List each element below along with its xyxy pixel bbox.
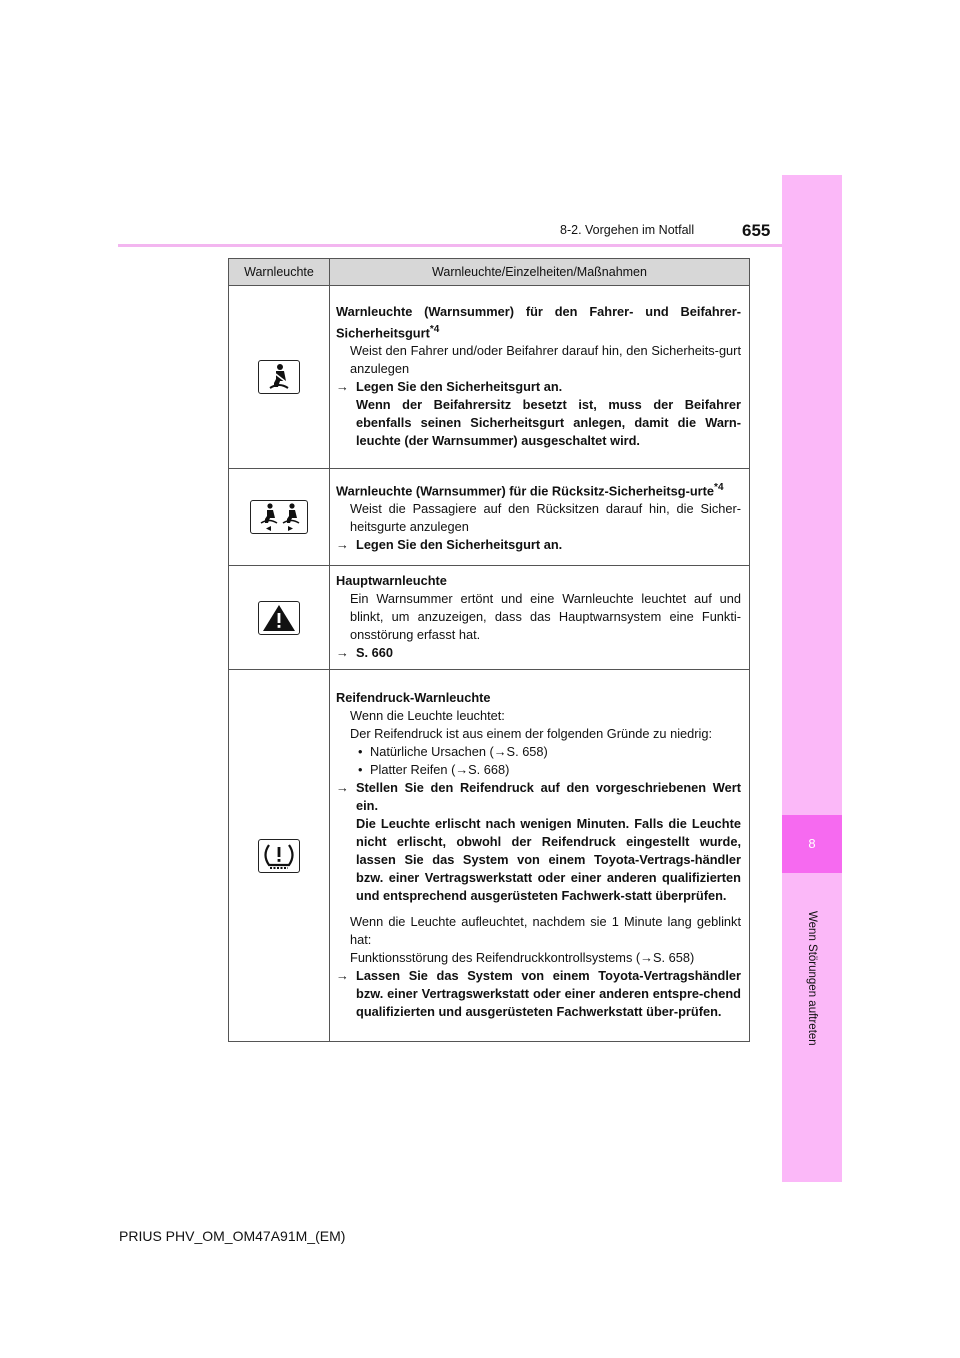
row-action-detail: Wenn der Beifahrersitz besetzt ist, muss der Beifahrer ebenfalls seinen Sicherheitsgurt anlegen, damit die Warn-leuchte (der Warnsummer) ausgeschaltet wird. <box>356 397 741 449</box>
footnote-mark: *4 <box>714 481 724 493</box>
details-cell <box>330 670 750 1042</box>
section-title: 8-2. Vorgehen im Notfall <box>560 223 695 237</box>
seatbelt-rear-icon <box>250 500 308 534</box>
row-action: Stellen Sie den Reifendruck auf den vorgeschriebenen Wert ein. <box>356 780 741 813</box>
table-row <box>229 566 750 670</box>
arrow-icon: → <box>336 968 349 983</box>
details-cell <box>330 566 750 670</box>
column-header-details: Warnleuchte/Einzelheiten/Maßnahmen <box>330 259 750 286</box>
row-title: Warnleuchte (Warnsummer) für den Fahrer- und Beifahrer-Sicherheitsgurt <box>336 303 741 341</box>
row-description: Weist die Passagiere auf den Rücksitzen darauf hin, die Sicher-heitsgurte anzulegen <box>350 501 741 535</box>
chapter-title: Wenn Störungen auftreten <box>806 911 818 1046</box>
row-title: Reifendruck-Warnleuchte <box>336 690 491 705</box>
icon-cell <box>229 670 330 1042</box>
warning-light-table <box>228 258 750 1042</box>
list-item: • Natürliche Ursachen (→S. 658) <box>350 743 741 761</box>
table-row <box>229 670 750 1042</box>
page-number: 655 <box>742 221 771 240</box>
seatbelt-front-icon <box>258 360 300 394</box>
details-cell <box>330 469 750 566</box>
row-title: Hauptwarnleuchte <box>336 573 447 588</box>
icon-cell <box>229 566 330 670</box>
row-description: Weist den Fahrer und/oder Beifahrer darauf hin, den Sicherheits-gurt anzulegen <box>350 343 741 377</box>
details-cell <box>330 286 750 469</box>
condition-lit-text: Der Reifendruck ist aus einem der folgenden Gründe zu niedrig: <box>350 726 713 741</box>
page-reference: S. 660 <box>356 645 393 660</box>
row-title: Warnleuchte (Warnsummer) für die Rücksitz-Sicherheitsg-urte <box>336 483 715 499</box>
condition-flash: Wenn die Leuchte aufleuchtet, nachdem sie 1 Minute lang geblinkt hat: <box>350 914 741 947</box>
icon-cell <box>229 286 330 469</box>
master-warning-icon <box>258 601 300 635</box>
arrow-icon: → <box>336 645 349 660</box>
column-header-icon: Warnleuchte <box>229 259 330 286</box>
row-action-detail: Die Leuchte erlischt nach wenigen Minuten. Falls die Leuchte nicht erlischt, obwohl der Reifendruck eingestellt wurde, lassen Sie das System von einem Toyota-Vertrags-händler bzw. einer Vertragswerkstatt oder einer anderen qualifizierten und entsprechend ausgerüsteten Fachwerk-statt überprüfen. <box>356 816 741 903</box>
row-action: Legen Sie den Sicherheitsgurt an. <box>356 379 563 395</box>
header-divider <box>118 244 782 247</box>
tire-pressure-icon <box>258 839 300 873</box>
icon-cell <box>229 469 330 566</box>
chapter-number: 8 <box>782 815 842 873</box>
table-header-row <box>229 259 750 286</box>
arrow-icon: → <box>336 379 349 395</box>
row-action: Lassen Sie das System von einem Toyota-Vertragshändler bzw. einer Vertragswerkstatt oder einer anderen entspre-chend qualifizierten und ausgerüsteten Fachwerkstatt über-prüfen. <box>356 968 741 1019</box>
list-item: • Platter Reifen (→S. 668) <box>350 761 741 779</box>
arrow-icon: → <box>336 537 349 553</box>
document-id: PRIUS PHV_OM_OM47A91M_(EM) <box>119 1228 346 1244</box>
row-description: Ein Warnsummer ertönt und eine Warnleuchte leuchtet auf und blinkt, um anzuzeigen, dass das Hauptwarnsystem eine Funkti-onsstörung erfasst hat. <box>350 591 741 642</box>
arrow-icon: → <box>336 780 349 795</box>
footnote-mark: *4 <box>429 323 440 335</box>
table-row <box>229 286 750 469</box>
table-row <box>229 469 750 566</box>
condition-lit: Wenn die Leuchte leuchtet: <box>350 708 505 723</box>
condition-flash-text: Funktionsstörung des Reifendruckkontrollsystems (→S. 658) <box>350 950 695 965</box>
row-action: Legen Sie den Sicherheitsgurt an. <box>356 537 563 553</box>
